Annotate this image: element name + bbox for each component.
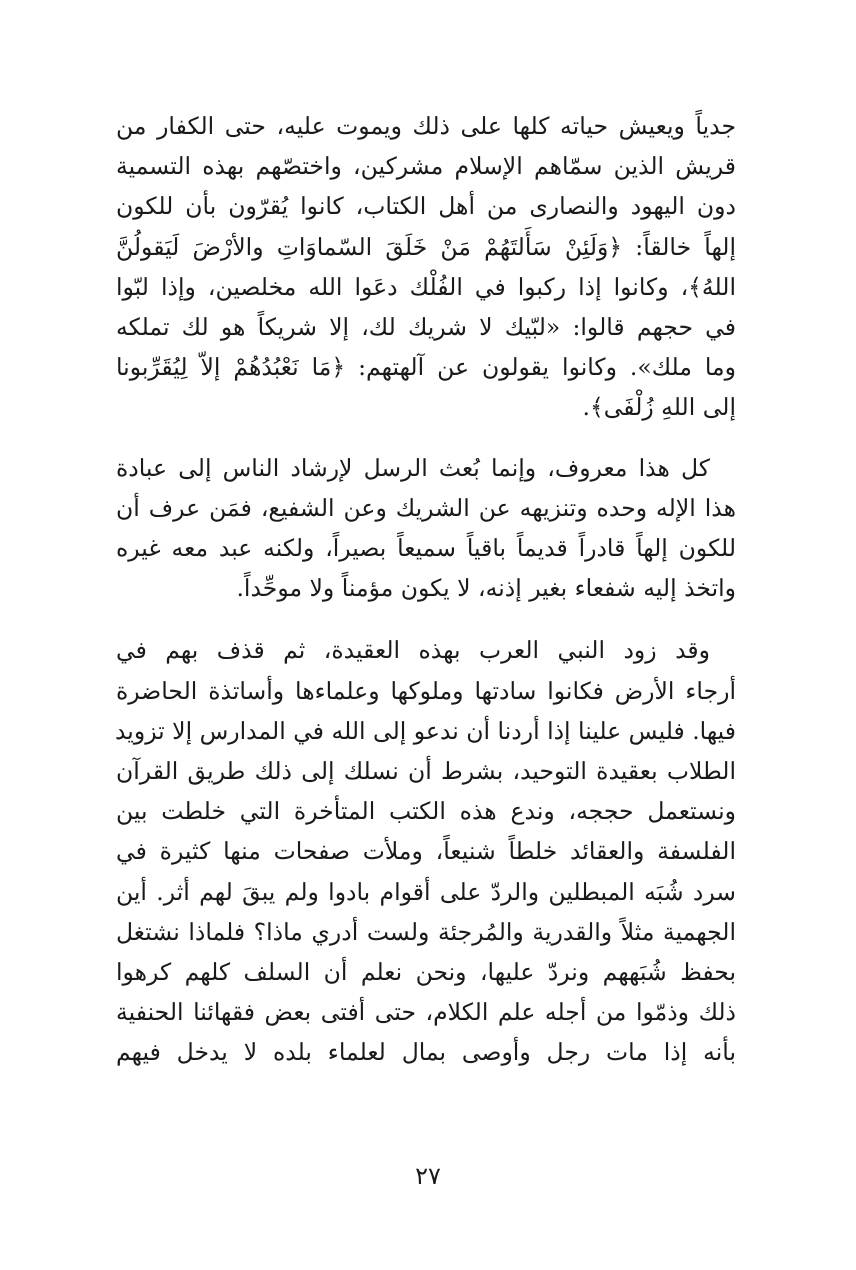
paragraph-1	[116, 106, 736, 428]
text-line: وما ملك». وكانوا يقولون عن آلهتهم: ﴿مَا نَعْبُدُهُمْ إلاّ لِيُقَرِّبونا	[116, 353, 736, 382]
text-line: واتخذ إليه شفعاء بغير إذنه، لا يكون مؤمناً ولا موحِّداً.	[236, 574, 736, 603]
text-line	[116, 448, 736, 488]
text-line: للكون إلهاً قادراً قديماً باقياً سميعاً بصيراً، ولكنه عبد معه غيره	[116, 534, 736, 563]
text-line: الجهمية مثلاً والقدرية والمُرجئة ولست أدري ماذا؟ فلماذا نشتغل	[116, 917, 736, 946]
text-line: جدياً ويعيش حياته كلها على ذلك ويموت عليه، حتى الكفار من	[116, 112, 736, 140]
text-line	[116, 630, 736, 670]
text-line: الفلسفة والعقائد خلطاً شنيعاً، وملأت صفحات منها كثيرة في	[116, 837, 736, 866]
text-line: اللهُ﴾، وكانوا إذا ركبوا في الفُلْك دعَوا الله مخلصين، وإذا لبّوا	[116, 272, 736, 301]
text-line: الطلاب بعقيدة التوحيد، بشرط أن نسلك إلى ذلك طريق القرآن	[116, 757, 736, 786]
text-line: إلهاً خالقاً: ﴿وَلَئِنْ سَأَلتَهُمْ مَنْ خَلَقَ السّماوَاتِ والأرْضَ لَيَقولُنَّ	[116, 232, 736, 261]
text-line: في حجهم قالوا: «لبّيك لا شريك لك، إلا شريكاً هو لك تملكه	[116, 313, 736, 342]
page-number: ٢٧	[415, 1162, 441, 1190]
page-body	[116, 106, 736, 1073]
paragraph-2	[116, 448, 736, 609]
text-line: بأنه إذا مات رجل وأوصى بمال لعلماء بلده لا يدخل فيهم	[116, 1038, 736, 1067]
text-line: فيها. فليس علينا إذا أردنا أن ندعو إلى الله في المدارس إلا تزويد	[114, 716, 736, 745]
text-line: هذا الإله وحده وتنزيهه عن الشريك وعن الشفيع، فمَن عرف أن	[116, 493, 736, 522]
text-line: قريش الذين سمّاهم الإسلام مشركين، واختصّهم بهذه التسمية	[116, 152, 736, 181]
text-line: سرد شُبَه المبطلين والردّ على أقوام بادوا ولم يبقَ لهم أثر. أين	[116, 877, 736, 906]
text-line-content: وقد زود النبي العرب بهذه العقيدة، ثم قذف بهم في	[116, 636, 710, 665]
text-line: بحفظ شُبَههم ونردّ عليها، ونحن نعلم أن السلف كلهم كرهوا	[116, 958, 736, 987]
paragraph-3	[116, 630, 736, 1072]
text-line: إلى اللهِ زُلْفَى﴾.	[582, 393, 736, 422]
text-line-content: كل هذا معروف، وإنما بُعث الرسل لإرشاد الناس إلى عبادة	[116, 453, 710, 482]
text-line: دون اليهود والنصارى من أهل الكتاب، كانوا يُقرّون بأن للكون	[116, 192, 736, 221]
text-line: ذلك وذمّوا من أجله علم الكلام، حتى أفتى بعض فقهائنا الحنفية	[116, 998, 736, 1027]
text-line: ونستعمل حججه، وندع هذه الكتب المتأخرة التي خلطت بين	[116, 797, 736, 826]
text-line: أرجاء الأرض فكانوا سادتها وملوكها وعلماءها وأساتذة الحاضرة	[116, 676, 736, 705]
